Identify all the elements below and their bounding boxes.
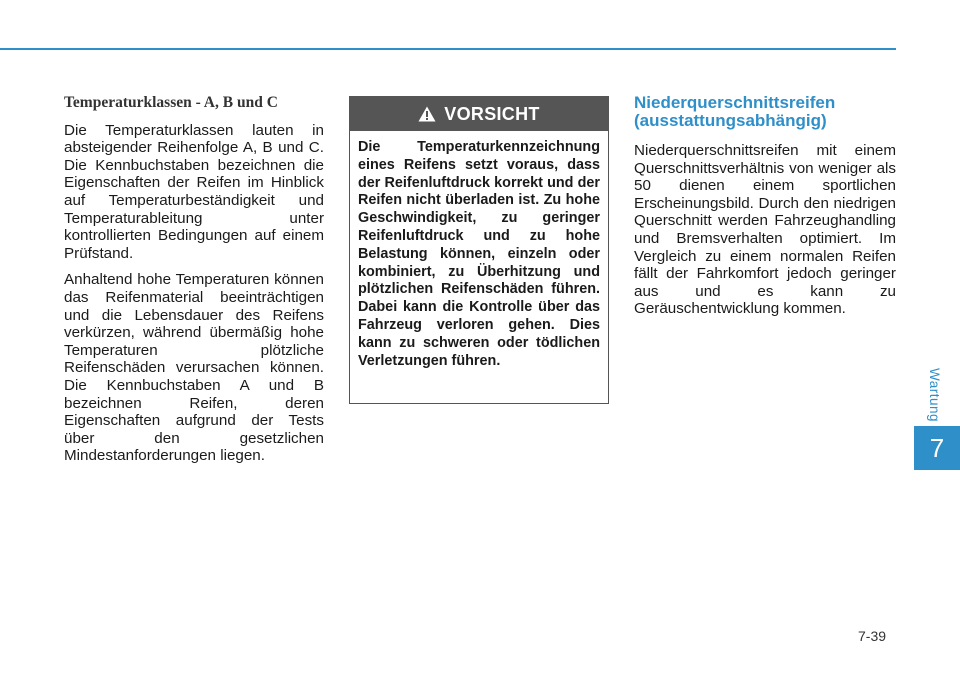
section-heading-temperature-classes: Temperaturklassen - A, B und C (64, 94, 278, 111)
right-column (634, 94, 896, 327)
paragraph: Anhaltend hohe Temperaturen können das Reifenmaterial beeinträchtigen und die Lebensdauer des Reifens verkürzen, während übermäßig hohe Temperaturen plötzliche Reifenschäden verursachen können. Die Kennbuchstaben A und B bezeichnen Reifen, deren Eigenschaften aufgrund der Tests über den gesetzlichen Mindestanforderungen liegen. (64, 271, 324, 465)
warning-triangle-icon (418, 106, 436, 122)
caution-text: Die Temperaturkennzeichnung eines Reifens setzt voraus, dass der Reifenluftdruck korrekt und der Reifen nicht überladen ist. Zu hohe Geschwindigkeit, zu geringer Reifenluftdruck und zu hohe Belastung können, einzeln oder kombiniert, zu Überhitzung und plötzlichen Reifenschäden führen. Dabei kann die Kontrolle über das Fahrzeug verloren gehen. Dies kann zu schweren oder tödlichen Verletzungen führen. (358, 139, 600, 369)
section-heading-low-profile-tires: Niederquerschnittsreifen (ausstattungsabhängig) (634, 93, 836, 130)
paragraph: Die Temperaturklassen lauten in absteigender Reihenfolge A, B und C. Die Kennbuchstaben bezeichnen die Eigenschaften der Reifen im Hinblick auf Temperaturbeständigkeit und Temperaturableitung unter kontrollierten Bedingungen auf einem Prüfstand. (64, 121, 324, 262)
header-rule (0, 48, 896, 50)
page-number: 7-39 (858, 628, 887, 644)
chapter-side-label: Wartung (927, 368, 942, 423)
caution-box (349, 96, 609, 404)
caution-title: VORSICHT (444, 103, 540, 124)
paragraph: Niederquerschnittsreifen mit einem Querschnittsverhältnis von weniger als 50 dienen einem sportlichen Erscheinungsbild. Durch den niedrigen Querschnitt werden Fahrzeughandling und Bremsverhalten optimiert. Im Vergleich zu einem normalen Reifen fällt der Fahrkomfort jedoch geringer aus und es kann zu Geräuschentwicklung kommen. (634, 142, 896, 318)
left-column (64, 94, 324, 474)
caution-header (350, 97, 608, 131)
chapter-tab: 7 (914, 426, 960, 470)
